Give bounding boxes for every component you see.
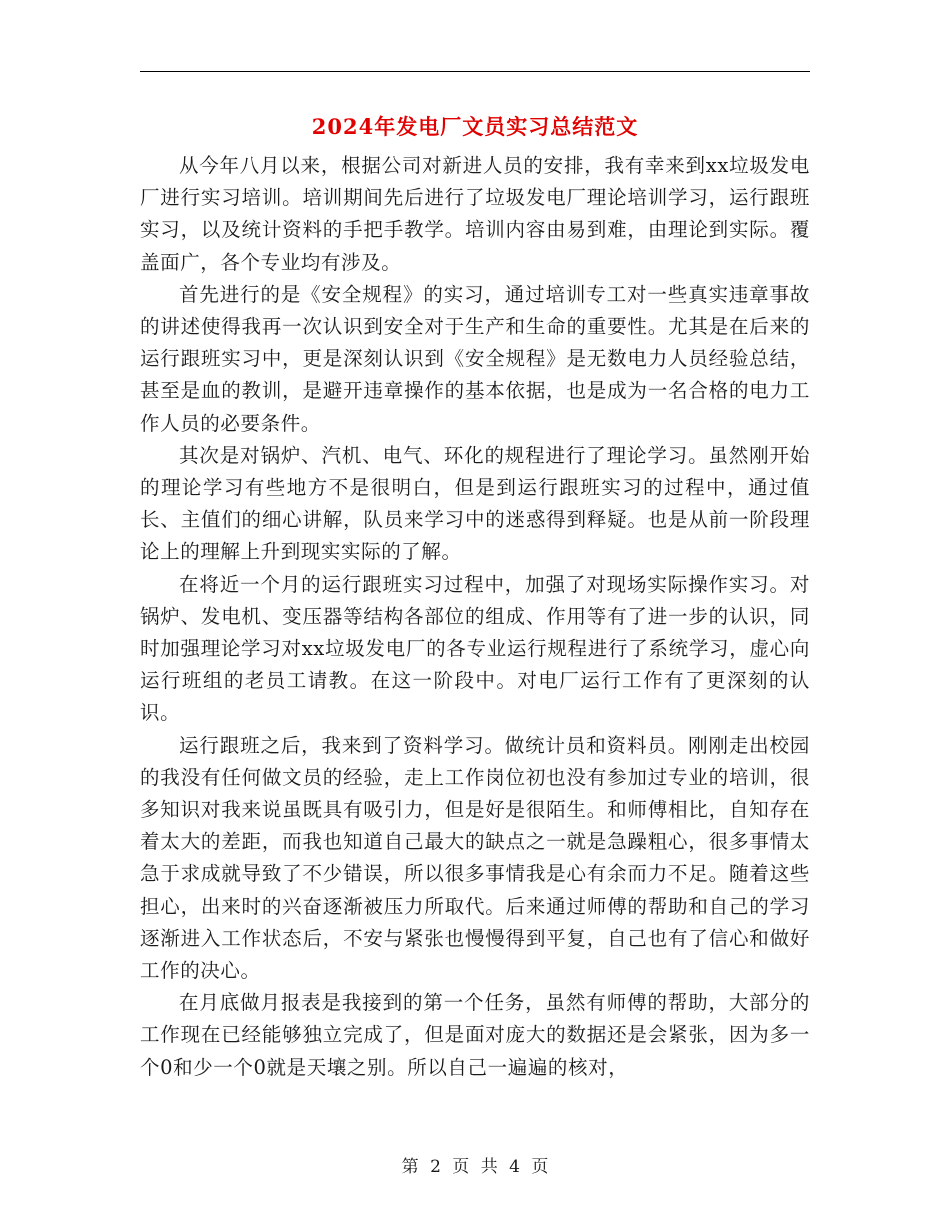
page-number-footer: 第 2 页 共 4 页 [401,1157,549,1177]
paragraph-1: 从今年八月以来，根据公司对新进人员的安排，我有幸来到xx垃圾发电厂进行实习培训。培训期间先后进行了垃圾发电厂理论培训学习，运行跟班实习，以及统计资料的手把手教学。培训内容由易到难，由理论到实际。覆盖面广，各个专业均有涉及。 [140,154,810,274]
document-title: 2024年发电厂文员实习总结范文 [311,114,639,139]
paragraph-4: 在将近一个月的运行跟班实习过程中，加强了对现场实际操作实习。对锅炉、发电机、变压器等结构各部位的组成、作用等有了进一步的认识，同时加强理论学习对xx垃圾发电厂的各专业运行规程进行了系统学习，虚心向运行班组的老员工请教。在这一阶段中。对电厂运行工作有了更深刻的认识。 [140,572,810,725]
document-body [140,150,810,1084]
paragraph-6: 在月底做月报表是我接到的第一个任务，虽然有师傅的帮助，大部分的工作现在已经能够独立完成了，但是面对庞大的数据还是会紧张，因为多一个0和少一个0就是天壤之别。所以自己一遍遍的核对， [140,991,810,1079]
paragraph-2: 首先进行的是《安全规程》的实习，通过培训专工对一些真实违章事故的讲述使得我再一次认识到安全对于生产和生命的重要性。尤其是在后来的运行跟班实习中，更是深刻认识到《安全规程》是无数电力人员经验总结，甚至是血的教训，是避开违章操作的基本依据，也是成为一名合格的电力工作人员的必要条件。 [140,282,810,435]
header-rule [140,71,810,72]
paragraph-5: 运行跟班之后，我来到了资料学习。做统计员和资料员。刚刚走出校园的我没有任何做文员的经验，走上工作岗位初也没有参加过专业的培训，很多知识对我来说虽既具有吸引力，但是好是很陌生。和师傅相比，自知存在着太大的差距，而我也知道自己最大的缺点之一就是急躁粗心，很多事情太急于求成就导致了不少错误，所以很多事情我是心有余而力不足。随着这些担心，出来时的兴奋逐渐被压力所取代。后来通过师傅的帮助和自己的学习逐渐进入工作状态后，不安与紧张也慢慢得到平复，自己也有了信心和做好工作的决心。 [140,733,810,983]
paragraph-3: 其次是对锅炉、汽机、电气、环化的规程进行了理论学习。虽然刚开始的理论学习有些地方不是很明白，但是到运行跟班实习的过程中，通过值长、主值们的细心讲解，队员来学习中的迷惑得到释疑。也是从前一阶段理论上的理解上升到现实实际的了解。 [140,443,810,564]
